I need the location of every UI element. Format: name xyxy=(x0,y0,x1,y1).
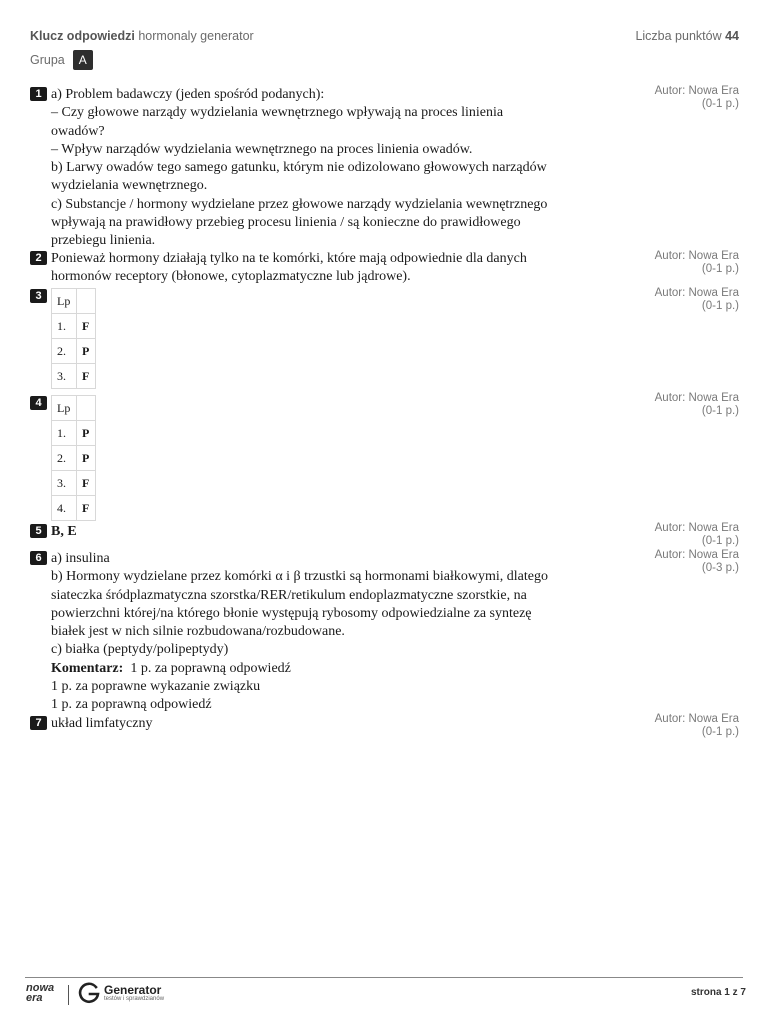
question-number: 6 xyxy=(30,551,47,565)
nowa-era-logo xyxy=(26,983,62,1005)
author-label: Autor: Nowa Era xyxy=(654,287,739,299)
author-note-3 xyxy=(619,287,739,313)
group-label: Grupa xyxy=(30,53,65,67)
points-range: (0-1 p.) xyxy=(701,535,739,547)
points-total xyxy=(635,29,739,43)
answer-line: owadów? xyxy=(51,123,105,139)
row-number: 2. xyxy=(52,339,77,364)
author-note-5 xyxy=(619,522,739,548)
column-header: Lp xyxy=(52,396,77,421)
question-6 xyxy=(30,550,630,715)
comment-text: 1 p. za poprawne wykazanie związku xyxy=(51,679,261,695)
table-row xyxy=(52,471,96,496)
author-label: Autor: Nowa Era xyxy=(654,549,739,561)
true-false-table xyxy=(51,288,96,389)
comment-text: 1 p. za poprawną odpowiedź xyxy=(130,660,291,676)
points-range: (0-3 p.) xyxy=(701,562,739,574)
row-number: 4. xyxy=(52,496,77,521)
generator-logo-text: Generator xyxy=(104,983,162,997)
author-label: Autor: Nowa Era xyxy=(654,392,739,404)
generator-g-icon xyxy=(78,982,100,1004)
group-indicator xyxy=(30,50,93,70)
row-answer: P xyxy=(77,421,96,446)
row-answer: F xyxy=(77,496,96,521)
answer-line: b) Larwy owadów tego samego gatunku, którym nie odizolowano głowowych narządów xyxy=(51,160,547,176)
answer-line: B, E xyxy=(51,524,77,539)
question-number: 4 xyxy=(30,396,47,410)
author-label: Autor: Nowa Era xyxy=(654,250,739,262)
answer-line: powierzchni której/na którego błonie występują rybosomy odpowiedzialne za syntezę xyxy=(51,605,532,621)
points-range: (0-1 p.) xyxy=(701,98,739,110)
table-row xyxy=(52,339,96,364)
answer-line: – Czy głowowe narządy wydzielania wewnętrznego wpływają na proces linienia xyxy=(51,105,504,121)
answer-line: hormonów receptory (błonowe, cytoplazmatyczne lub jądrowe). xyxy=(51,269,411,285)
points-range: (0-1 p.) xyxy=(701,405,739,417)
page-number: strona 1 z 7 xyxy=(690,987,746,998)
points-value: 44 xyxy=(725,29,739,43)
question-1 xyxy=(30,86,630,251)
table-row xyxy=(52,314,96,339)
question-number: 5 xyxy=(30,524,47,538)
table-header-row xyxy=(52,396,96,421)
logo-separator xyxy=(68,985,69,1005)
question-7 xyxy=(30,715,630,733)
answer-line: siateczka śródplazmatyczna szorstka/RER/retikulum endoplazmatyczne szorstkie, na xyxy=(51,587,527,603)
question-number: 1 xyxy=(30,87,47,101)
doc-title: hormonaly generator xyxy=(138,29,254,43)
column-header-empty xyxy=(77,396,96,421)
question-2 xyxy=(30,250,630,287)
row-number: 1. xyxy=(52,314,77,339)
answer-line: wydzielania wewnętrznego. xyxy=(51,178,208,194)
answer-line: układ limfatyczny xyxy=(51,716,153,731)
author-note-1 xyxy=(619,85,739,111)
column-header-empty xyxy=(77,289,96,314)
page-header xyxy=(30,29,739,45)
answer-text xyxy=(51,523,630,541)
points-range: (0-1 p.) xyxy=(701,263,739,275)
answer-text xyxy=(51,715,630,733)
answer-line: przebiegu linienia. xyxy=(51,233,156,249)
question-number: 3 xyxy=(30,289,47,303)
table-header-row xyxy=(52,289,96,314)
answer-line: b) Hormony wydzielane przez komórki α i β trzustki są hormonami białkowymi, dlatego xyxy=(51,569,548,585)
answer-line: – Wpływ narządów wydzielania wewnętrznego na proces linienia owadów. xyxy=(51,141,473,157)
author-label: Autor: Nowa Era xyxy=(654,85,739,97)
question-number: 2 xyxy=(30,251,47,265)
true-false-table xyxy=(51,395,96,521)
answer-line: Ponieważ hormony działają tylko na te komórki, które mają odpowiednie dla danych xyxy=(51,251,527,266)
row-number: 3. xyxy=(52,364,77,389)
comment-line xyxy=(51,660,630,678)
answer-line: białek jest w nich silnie rozbudowana/rozbudowane. xyxy=(51,624,345,640)
author-note-6 xyxy=(619,549,739,575)
author-note-2 xyxy=(619,250,739,276)
table-row xyxy=(52,421,96,446)
logo-text-bottom: era xyxy=(26,992,43,1004)
answer-line: wpływają na prawidłowy przebieg procesu linienia / są konieczne do prawidłowego xyxy=(51,215,521,231)
comment-label: Komentarz: xyxy=(51,660,124,676)
table-row xyxy=(52,446,96,471)
row-number: 3. xyxy=(52,471,77,496)
row-answer: F xyxy=(77,364,96,389)
row-answer: F xyxy=(77,471,96,496)
row-answer: P xyxy=(77,339,96,364)
doc-title-bold: Klucz odpowiedzi xyxy=(30,29,135,43)
answer-line: c) Substancje / hormony wydzielane przez głowowe narządy wydzielania wewnętrznego xyxy=(51,196,548,212)
author-label: Autor: Nowa Era xyxy=(654,713,739,725)
question-5 xyxy=(30,523,630,541)
row-number: 1. xyxy=(52,421,77,446)
answer-text xyxy=(51,550,630,715)
logo-text-top: nowa xyxy=(26,982,55,994)
question-number: 7 xyxy=(30,716,47,730)
table-row xyxy=(52,496,96,521)
group-badge: A xyxy=(73,50,93,70)
row-answer: F xyxy=(77,314,96,339)
answer-text xyxy=(51,86,630,251)
row-number: 2. xyxy=(52,446,77,471)
question-3 xyxy=(30,288,630,389)
author-note-4 xyxy=(619,392,739,418)
table-row xyxy=(52,364,96,389)
comment-text: 1 p. za poprawną odpowiedź xyxy=(51,697,212,713)
author-note-7 xyxy=(619,713,739,739)
column-header: Lp xyxy=(52,289,77,314)
author-label: Autor: Nowa Era xyxy=(654,522,739,534)
answer-line: a) Problem badawczy (jeden spośród podanych): xyxy=(51,87,325,102)
footer-divider xyxy=(25,977,743,978)
points-range: (0-1 p.) xyxy=(701,300,739,312)
answer-line: c) białka (peptydy/polipeptydy) xyxy=(51,642,229,658)
answer-text xyxy=(51,250,630,287)
points-label: Liczba punktów xyxy=(635,29,722,43)
answer-line: a) insulina xyxy=(51,551,110,566)
points-range: (0-1 p.) xyxy=(701,726,739,738)
row-answer: P xyxy=(77,446,96,471)
question-4 xyxy=(30,395,630,521)
generator-logo-subtitle: testów i sprawdzianów xyxy=(104,996,165,1002)
